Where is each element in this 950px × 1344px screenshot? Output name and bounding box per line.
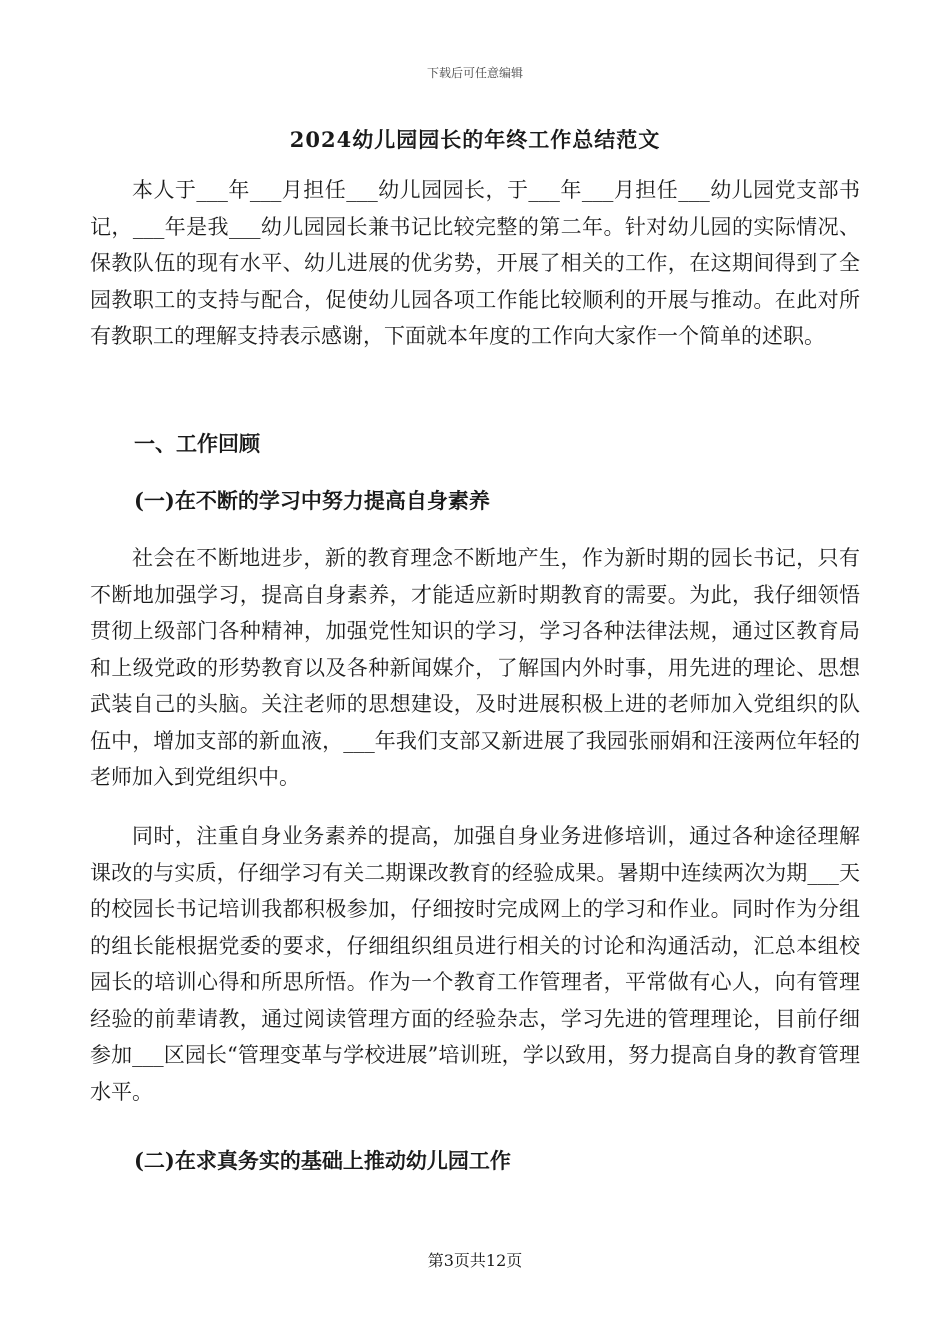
intro-paragraph: 本人于___年___月担任___幼儿园园长，于___年___月担任___幼儿园党支部书记，___年是我___幼儿园园长兼书记比较完整的第二年。针对幼儿园的实际情况、保教队伍的现有水平、幼儿进展的优劣势，开展了相关的工作，在这期间得到了全园教职工的支持与配合，促使幼儿园各项工作能比较顺利的开展与推动。在此对所有教职工的理解支持表示感谢，下面就本年度的工作向大家作一个简单的述职。 (90, 178, 860, 348)
document-title: 2024幼儿园园长的年终工作总结范文 (289, 127, 661, 152)
subheading-learning: (一)在不断的学习中努力提高自身素养 (134, 488, 490, 513)
header-note: 下载后可任意编辑 (426, 66, 523, 80)
page-footer: 第3页共12页 (427, 1251, 523, 1270)
paragraph-learning: 社会在不断地进步，新的教育理念不断地产生，作为新时期的园长书记，只有不断地加强学习，提高自身素养，才能适应新时期教育的需要。为此，我仔细领悟贯彻上级部门各种精神，加强党性知识的学习，学习各种法律法规，通过区教育局和上级党政的形势教育以及各种新闻媒介，了解国内外时事，用先进的理论、思想武装自己的头脑。关注老师的思想建设，及时进展积极上进的老师加入党组织的队伍中，增加支部的新血液，___年我们支部又新进展了我园张丽娟和汪淁两位年轻的老师加入到党组织中。 (90, 546, 860, 789)
subheading-practice: (二)在求真务实的基础上推动幼儿园工作 (134, 1148, 511, 1173)
section-heading-review: 一、工作回顾 (134, 431, 260, 456)
paragraph-professional: 同时，注重自身业务素养的提高，加强自身业务进修培训，通过各种途径理解课改的与实质，仔细学习有关二期课改教育的经验成果。暑期中连续两次为期___天的校园长书记培训我都积极参加，仔细按时完成网上的学习和作业。同时作为分组的组长能根据党委的要求，仔细组织组员进行相关的讨论和沟通活动，汇总本组校园长的培训心得和所思所悟。作为一个教育工作管理者，平常做有心人，向有管理经验的前辈请教，通过阅读管理方面的经验杂志，学习先进的管理理论，目前仔细参加___区园长“管理变革与学校进展”培训班，学以致用，努力提高自身的教育管理水平。 (90, 824, 860, 1104)
